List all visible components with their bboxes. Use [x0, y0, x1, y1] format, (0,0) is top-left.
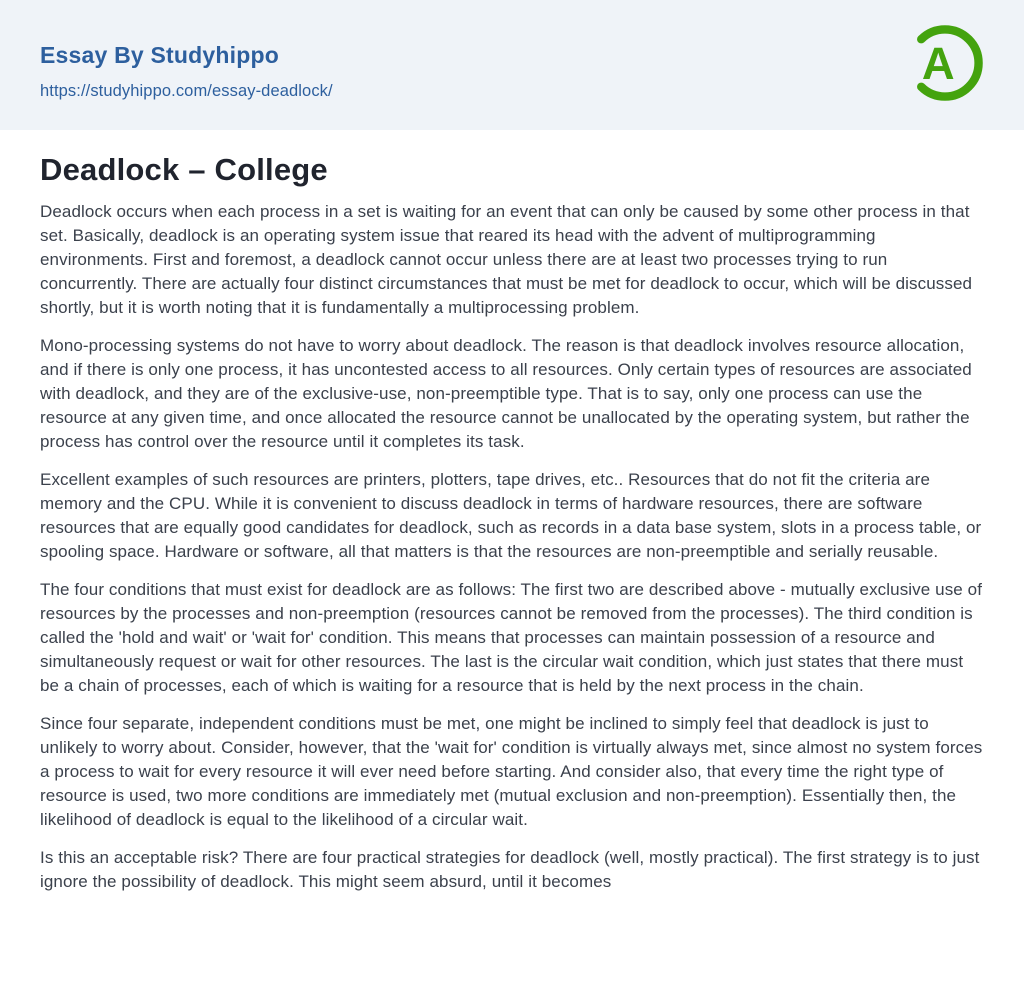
- header-text-block: [40, 42, 333, 101]
- essay-content: [0, 130, 1024, 894]
- essay-paragraph: The four conditions that must exist for deadlock are as follows: The first two are described above - mutually exclusive use of resources by the processes and non-preemption (resources cannot be removed from the processes). The third condition is called the 'hold and wait' or 'wait for' condition. This means that processes can maintain possession of a resource and simultaneously request or wait for other resources. The last is the circular wait condition, which just states that there must be a chain of processes, each of which is waiting for a resource that is held by the next process in the chain.: [40, 580, 983, 695]
- page-header: [0, 0, 1024, 130]
- essay-paragraph: Since four separate, independent conditions must be met, one might be inclined to simply feel that deadlock is just to unlikely to worry about. Consider, however, that the 'wait for' condition is virtually always met, since almost no system forces a process to wait for every resource it will ever need before starting. And consider also, that every time the right type of resource is used, two more conditions are immediately met (mutual exclusion and non-preemption). Essentially then, the likelihood of deadlock is equal to the likelihood of a circular wait.: [40, 714, 983, 829]
- logo-letter: A: [921, 37, 955, 89]
- page-title: Deadlock – College: [40, 152, 328, 187]
- site-title: Essay By Studyhippo: [40, 42, 279, 68]
- essay-paragraph: Excellent examples of such resources are printers, plotters, tape drives, etc.. Resources that do not fit the criteria are memory and the CPU. While it is convenient to discuss deadlock in terms of hardware resources, there are software resources that are equally good candidates for deadlock, such as records in a data base system, slots in a process table, or spooling space. Hardware or software, all that matters is that the resources are non-preemptible and serially reusable.: [40, 470, 982, 561]
- source-url-link[interactable]: https://studyhippo.com/essay-deadlock/: [40, 82, 333, 100]
- studyhippo-logo-icon: [903, 21, 987, 105]
- essay-paragraph: Mono-processing systems do not have to worry about deadlock. The reason is that deadlock involves resource allocation, and if there is only one process, it has uncontested access to all resources. Only certain types of resources are associated with deadlock, and they are of the exclusive-use, non-preemptible type. That is to say, only one process can use the resource at any given time, and once allocated the resource cannot be unallocated by the operating system, but rather the process has control over the resource until it completes its task.: [40, 336, 972, 451]
- essay-paragraph: Is this an acceptable risk? There are four practical strategies for deadlock (well, mostly practical). The first strategy is to just ignore the possibility of deadlock. This might seem absurd, until it becomes: [40, 848, 980, 891]
- essay-paragraph: Deadlock occurs when each process in a set is waiting for an event that can only be caused by some other process in that set. Basically, deadlock is an operating system issue that reared its head with the advent of multiprogramming environments. First and foremost, a deadlock cannot occur unless there are at least two processes trying to run concurrently. There are actually four distinct circumstances that must be met for deadlock to occur, which will be discussed shortly, but it is worth noting that it is fundamentally a multiprocessing problem.: [40, 202, 973, 317]
- article-body: [40, 200, 984, 894]
